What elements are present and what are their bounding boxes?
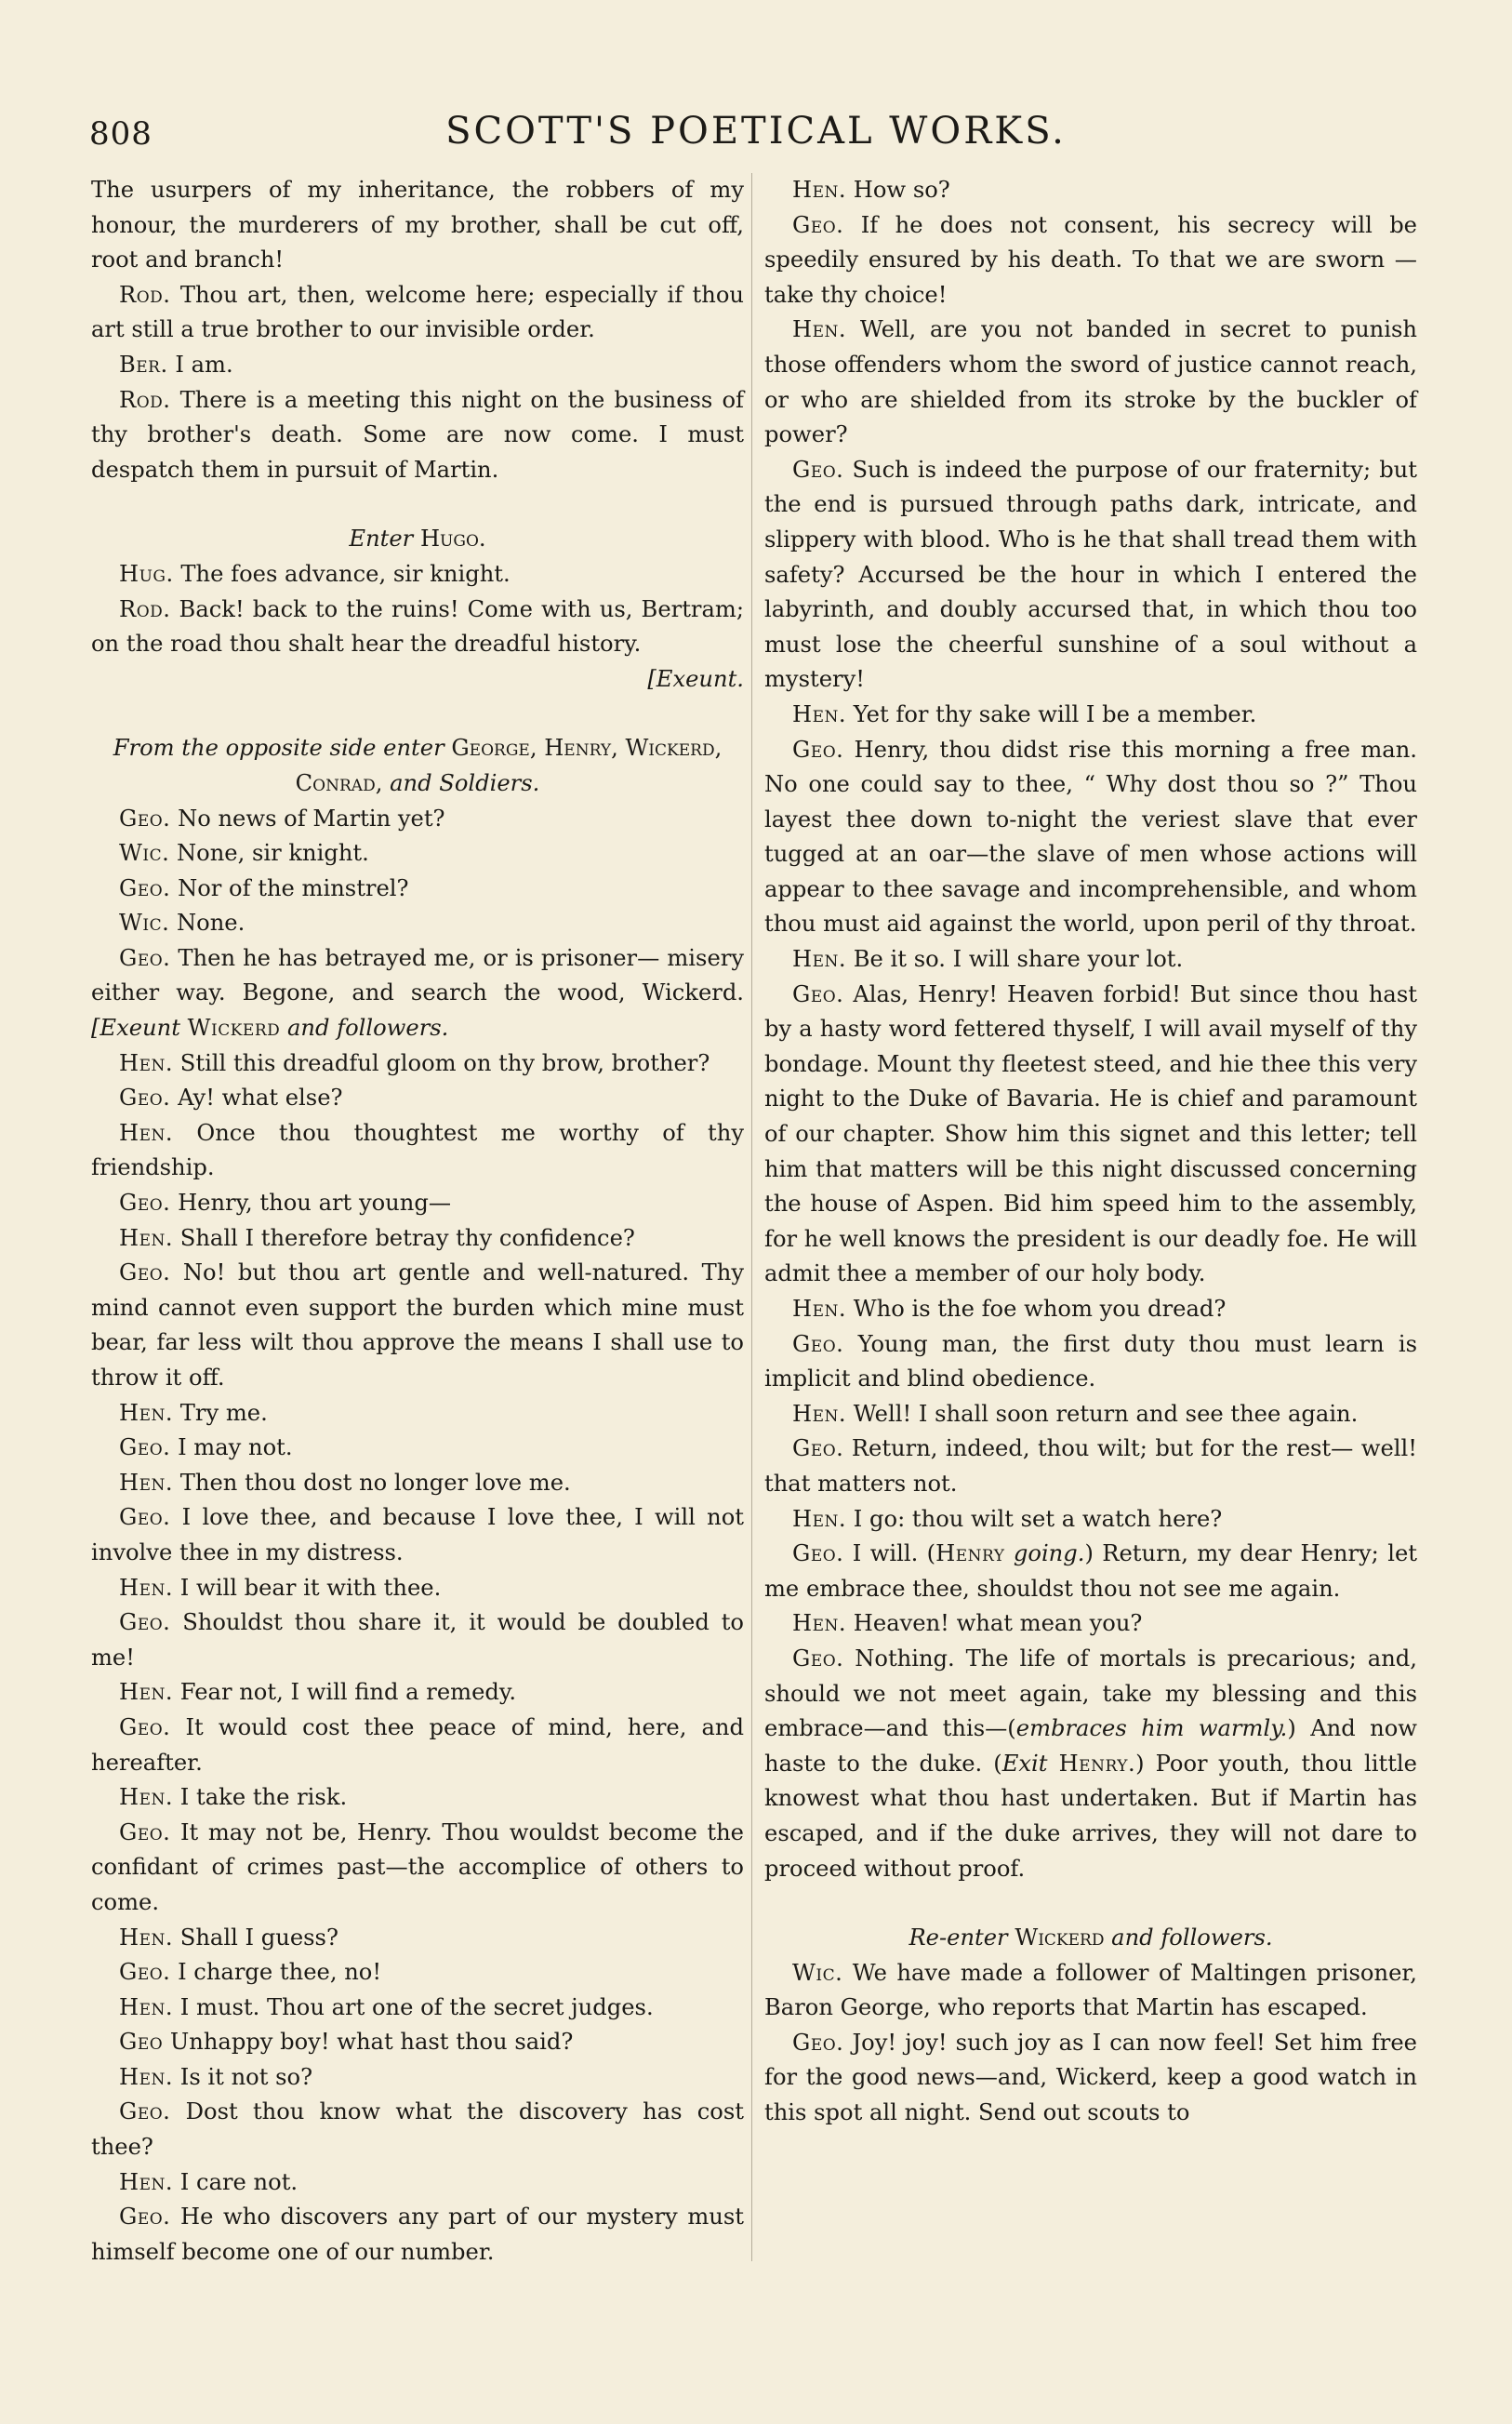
speaker: Hen.: [119, 1049, 174, 1076]
speech-text: Such is indeed the purpose of our fraternity; but the end is pursued through paths dark, intricate, and slippery with blood. Who is he that shall tread them with safety? Accursed be the hour in which I entered the labyrinth, and doubly accursed that, in which thou too must lose the cheerful sunshine of a soul without a mystery!: [764, 456, 1417, 693]
stage-name: Wickerd: [187, 1015, 281, 1042]
speaker: Hen.: [119, 1224, 174, 1251]
speech-text: Shouldst thou share it, it would be doubled to me!: [91, 1609, 744, 1671]
stage-italic: and Soldiers.: [390, 769, 540, 796]
speech: [91, 1500, 744, 1570]
exit-direction: [91, 662, 744, 698]
speech: [91, 1046, 744, 1082]
speaker: Hen.: [792, 700, 847, 727]
speech: [91, 557, 744, 593]
speech: [764, 173, 1417, 208]
speech-text: The foes advance, sir knight.: [180, 560, 511, 587]
speaker: Geo.: [119, 1713, 171, 1740]
speaker: Geo.: [792, 211, 844, 238]
speech: [91, 2200, 744, 2270]
speech-text: Joy! joy! such joy as I can now feel! Set him free for the good news—and, Wickerd, keep a good watch in this spot all night. Send out scouts to: [764, 2029, 1417, 2126]
speech: [764, 1327, 1417, 1397]
speaker: Geo.: [119, 1190, 171, 1217]
stage-italic: and followers.: [1111, 1925, 1273, 1951]
speech: [91, 1711, 744, 1780]
speaker: Geo.: [119, 2204, 171, 2231]
speaker: Geo.: [792, 1330, 844, 1357]
speech: [764, 698, 1417, 733]
speaker: Wic.: [119, 910, 170, 937]
speech-text: Henry, thou art young—: [178, 1190, 452, 1217]
speech-text: I will bear it with thee.: [179, 1574, 442, 1601]
speech-text: ) Poor youth, thou little knowest what thou hast undertaken. But if Martin has escaped, and if the duke arrives, they will not dare to proceed without proof.: [764, 1750, 1417, 1882]
speech-text: Unhappy boy! what hast thou said?: [169, 2029, 574, 2056]
speech: [91, 1991, 744, 2026]
speaker: Hen.: [792, 316, 847, 343]
speech: [91, 802, 744, 837]
speech: [91, 593, 744, 662]
speech: [91, 1396, 744, 1432]
speech-text: Nor of the minstrel?: [178, 874, 409, 901]
stage-italic: and followers.: [286, 1015, 449, 1042]
speech-text: Alas, Henry! Heaven forbid! But since thou hast by a hasty word fettered thyself, I will avail myself of thy bondage. Mount thy fleetest steed, and hie thee this very night to the Duke of Bavaria. He is chief and paramount of our chapter. Show him this signet and this letter; tell him that matters will be this night discussed concerning the house of Aspen. Bid him speed him to the assembly, for he well knows the president is our deadly foe. He will admit thee a member of our holy body.: [764, 980, 1417, 1287]
speech: [91, 1186, 744, 1221]
speaker: Hen.: [119, 1993, 174, 2020]
speech: [91, 1431, 744, 1466]
page-number: 808: [89, 115, 153, 153]
speech-text: If he does not consent, his secrecy will be speedily ensured by his death. To that we are sworn —take thy choice!: [764, 211, 1417, 308]
stage-name: George, Henry, Wickerd, Conrad,: [295, 735, 723, 796]
left-column: [91, 173, 744, 2270]
speaker: Geo.: [119, 1959, 171, 1986]
speech: [764, 1502, 1417, 1538]
speech: [91, 2165, 744, 2201]
speech-text: Well, are you not banded in secret to punish those offenders whom the sword of justice cannot reach, or who are shielded from its stroke by the buckler of power?: [764, 316, 1417, 448]
speech: [764, 942, 1417, 978]
speaker: Rod.: [119, 281, 171, 308]
speech-text: Dost thou know what the discovery has cost thee?: [91, 2098, 744, 2161]
speaker: Hen.: [119, 1924, 174, 1951]
speech-text: Who is the foe whom you dread?: [853, 1296, 1227, 1322]
speech: [91, 906, 744, 941]
speech: [91, 278, 744, 348]
stage-italic: [Exeunt: [91, 1015, 180, 1042]
speaker: Hen.: [792, 1400, 847, 1427]
speaker: Geo.: [119, 944, 171, 971]
speech: [91, 1081, 744, 1116]
speech-text: Try me.: [179, 1399, 268, 1426]
speech-text: Ay! what else?: [178, 1085, 343, 1112]
speaker: Hen.: [792, 1610, 847, 1637]
stage-name: Wickerd: [1015, 1925, 1105, 1951]
speech: [764, 313, 1417, 452]
stage-direction: [91, 522, 744, 557]
speaker: Hen.: [119, 1399, 174, 1426]
speech-text: He who discovers any part of our mystery must himself become one of our number.: [91, 2204, 744, 2265]
speech: [764, 978, 1417, 1292]
speaker: Hen.: [119, 1469, 174, 1496]
speaker: Geo.: [119, 1434, 171, 1461]
speech-text: Still this dreadful gloom on thy brow, brother?: [179, 1049, 710, 1076]
speaker: Geo.: [792, 456, 844, 483]
stage-italic: embraces him warmly.: [1015, 1715, 1288, 1742]
speech-text: Henry, thou didst rise this morning a free man. No one could say to thee, “ Why dost thou so ?” Thou layest thee down to-night the veriest slave that ever tugged at an oar—the slave of men whose actions will appear to thee savage and incomprehensible, and whom thou must aid against the world, upon peril of thy throat.: [764, 736, 1417, 938]
speaker: Hen.: [119, 1574, 174, 1601]
speaker: Hen.: [792, 946, 847, 973]
speech: [91, 2095, 744, 2164]
stage-direction: [764, 1921, 1417, 1956]
speech-text: Yet for thy sake will I be a member.: [853, 700, 1257, 727]
speaker: Ber.: [119, 351, 168, 378]
speaker: Geo: [119, 2029, 164, 2056]
speech: [91, 1116, 744, 1186]
speaker: Geo.: [119, 1609, 171, 1636]
stage-italic: Exit: [1001, 1750, 1048, 1777]
speaker: Geo.: [119, 1504, 171, 1531]
stage-name: Henry: [935, 1540, 1005, 1567]
speaker: Wic.: [119, 840, 170, 867]
speech: [91, 383, 744, 488]
speech-text: It would cost thee peace of mind, here, and hereafter.: [91, 1713, 744, 1776]
speech: [764, 1537, 1417, 1606]
speaker: Geo.: [119, 1259, 171, 1286]
speech-text: I must. Thou art one of the secret judges.: [179, 1993, 654, 2020]
speaker: Geo.: [119, 1818, 171, 1845]
speaker: Hen.: [792, 1296, 847, 1322]
stage-italic: going.: [1013, 1540, 1085, 1567]
speech-text: Fear not, I will find a remedy.: [179, 1679, 517, 1706]
speaker: Geo.: [119, 874, 171, 901]
speaker: Hen.: [119, 2063, 174, 2090]
speaker: Geo.: [792, 736, 844, 763]
speech-text: Then he has betrayed me, or is prisoner— misery either way. Begone, and search the wood, Wickerd.: [91, 944, 744, 1006]
speech: [91, 2025, 744, 2060]
speech: [91, 1955, 744, 1991]
speech-text: I charge thee, no!: [178, 1959, 382, 1986]
speech-text: I love thee, and because I love thee, I will not involve thee in my distress.: [91, 1504, 744, 1565]
speech: [91, 836, 744, 872]
speaker: Hen.: [119, 1784, 174, 1811]
speech-text: I take the risk.: [179, 1784, 348, 1811]
speech-text: I may not.: [178, 1434, 293, 1461]
speaker: Rod.: [119, 386, 171, 413]
speaker: Geo.: [119, 1085, 171, 1112]
speech: [91, 1605, 744, 1675]
speech: [764, 1956, 1417, 2026]
speech: [764, 733, 1417, 943]
speech: [91, 1466, 744, 1501]
speech: [91, 1256, 744, 1395]
speech-text: Young man, the first duty thou must learn is implicit and blind obedience.: [764, 1330, 1417, 1392]
speaker: Hen.: [119, 1119, 174, 1146]
speech: [764, 1606, 1417, 1642]
speaker: Hen.: [792, 1505, 847, 1532]
speech-text: I am.: [175, 351, 233, 378]
speech-text: Then thou dost no longer love me.: [179, 1469, 571, 1496]
speech: [91, 1816, 744, 1921]
right-column: [764, 173, 1417, 2131]
speaker: Hug.: [119, 560, 174, 587]
paragraph: The usurpers of my inheritance, the robbers of my honour, the murderers of my brother, shall be cut off, root and branch!: [91, 177, 744, 273]
speaker: Geo.: [119, 805, 171, 832]
stage-italic: Enter: [349, 526, 414, 553]
speech-text: No! but thou art gentle and well-natured. Thy mind cannot even support the burden which mine must bear, far less wilt thou approve the means I shall use to throw it off.: [91, 1259, 744, 1391]
speaker: Geo.: [792, 1435, 844, 1462]
speech: [764, 1432, 1417, 1501]
stage-italic: From the opposite side enter: [113, 735, 444, 762]
speech: [764, 1642, 1417, 1886]
stage-direction: [91, 731, 744, 801]
speaker: Geo.: [792, 1645, 844, 1671]
speech-text: None, sir knight.: [176, 840, 369, 867]
running-title: SCOTT'S POETICAL WORKS.: [445, 110, 1067, 153]
speech: [91, 1780, 744, 1816]
speech: [91, 1675, 744, 1711]
speech-text: Shall I therefore betray thy confidence?: [179, 1224, 635, 1251]
stage-italic: [Exeunt.: [647, 665, 744, 692]
speech-text: We have made a follower of Maltingen prisoner, Baron George, who reports that Martin has escaped.: [764, 1959, 1417, 2021]
speech-text: No news of Martin yet?: [178, 805, 445, 832]
page-header: [89, 110, 1423, 166]
stage-name: Hugo.: [419, 526, 486, 553]
speech: [91, 348, 744, 383]
speech-text: There is a meeting this night on the business of thy brother's death. Some are now come. I must despatch them in pursuit of Martin.: [91, 386, 744, 483]
speech: [764, 2026, 1417, 2131]
speech: [91, 1921, 744, 1956]
speech-text: ) And now haste to the duke. (: [764, 1715, 1417, 1777]
speech: [91, 872, 744, 907]
speech: [91, 941, 744, 1046]
speech: [764, 208, 1417, 313]
speech: [91, 2060, 744, 2096]
speaker: Geo.: [792, 1540, 844, 1567]
speech-text: I care not.: [179, 2168, 298, 2195]
speech: [764, 1397, 1417, 1432]
stage-italic: Re-enter: [909, 1925, 1008, 1951]
speech-text: I go: thou wilt set a watch here?: [853, 1505, 1223, 1532]
speech-text: How so?: [853, 177, 950, 203]
speaker: Geo.: [792, 980, 844, 1007]
speech-text: Thou art, then, welcome here; especially if thou art still a true brother to our invisible order.: [91, 281, 744, 343]
speech-text: Nothing. The life of mortals is precarious; and, should we not meet again, take my blessing and this embrace—and this—(: [764, 1645, 1417, 1742]
speech-text: ) Return, my dear Henry; let me embrace thee, shouldst thou not see me again.: [764, 1540, 1417, 1602]
speech-text: It may not be, Henry. Thou wouldst become the confidant of crimes past—the accomplice of others to come.: [91, 1818, 744, 1915]
column-divider: [751, 173, 752, 2261]
speech: [91, 1221, 744, 1257]
speech-text: Return, indeed, thou wilt; but for the rest— well! that matters not.: [764, 1435, 1417, 1497]
speech: [764, 453, 1417, 698]
speech-text: Heaven! what mean you?: [853, 1610, 1143, 1637]
stage-name: Henry.: [1058, 1750, 1136, 1777]
speaker: Hen.: [119, 2168, 174, 2195]
speech: [764, 1292, 1417, 1327]
speech-text: Once thou thoughtest me worthy of thy friendship.: [91, 1119, 744, 1181]
speech-text: Is it not so?: [179, 2063, 313, 2090]
speaker: Hen.: [792, 177, 847, 203]
speaker: Geo.: [119, 2098, 171, 2125]
speaker: Geo.: [792, 2029, 844, 2056]
speech-text: Well! I shall soon return and see thee again.: [853, 1400, 1359, 1427]
speaker: Hen.: [119, 1679, 174, 1706]
speech: [91, 1571, 744, 1606]
speech-text: Shall I guess?: [179, 1924, 338, 1951]
speech-text: Be it so. I will share your lot.: [853, 946, 1184, 973]
speech-text: Back! back to the ruins! Come with us, Bertram; on the road thou shalt hear the dreadful history.: [91, 595, 744, 658]
speech-text: I will. (: [852, 1540, 936, 1567]
speaker: Rod.: [119, 595, 171, 622]
speech-text: None.: [176, 910, 245, 937]
speaker: Wic.: [792, 1959, 843, 1986]
